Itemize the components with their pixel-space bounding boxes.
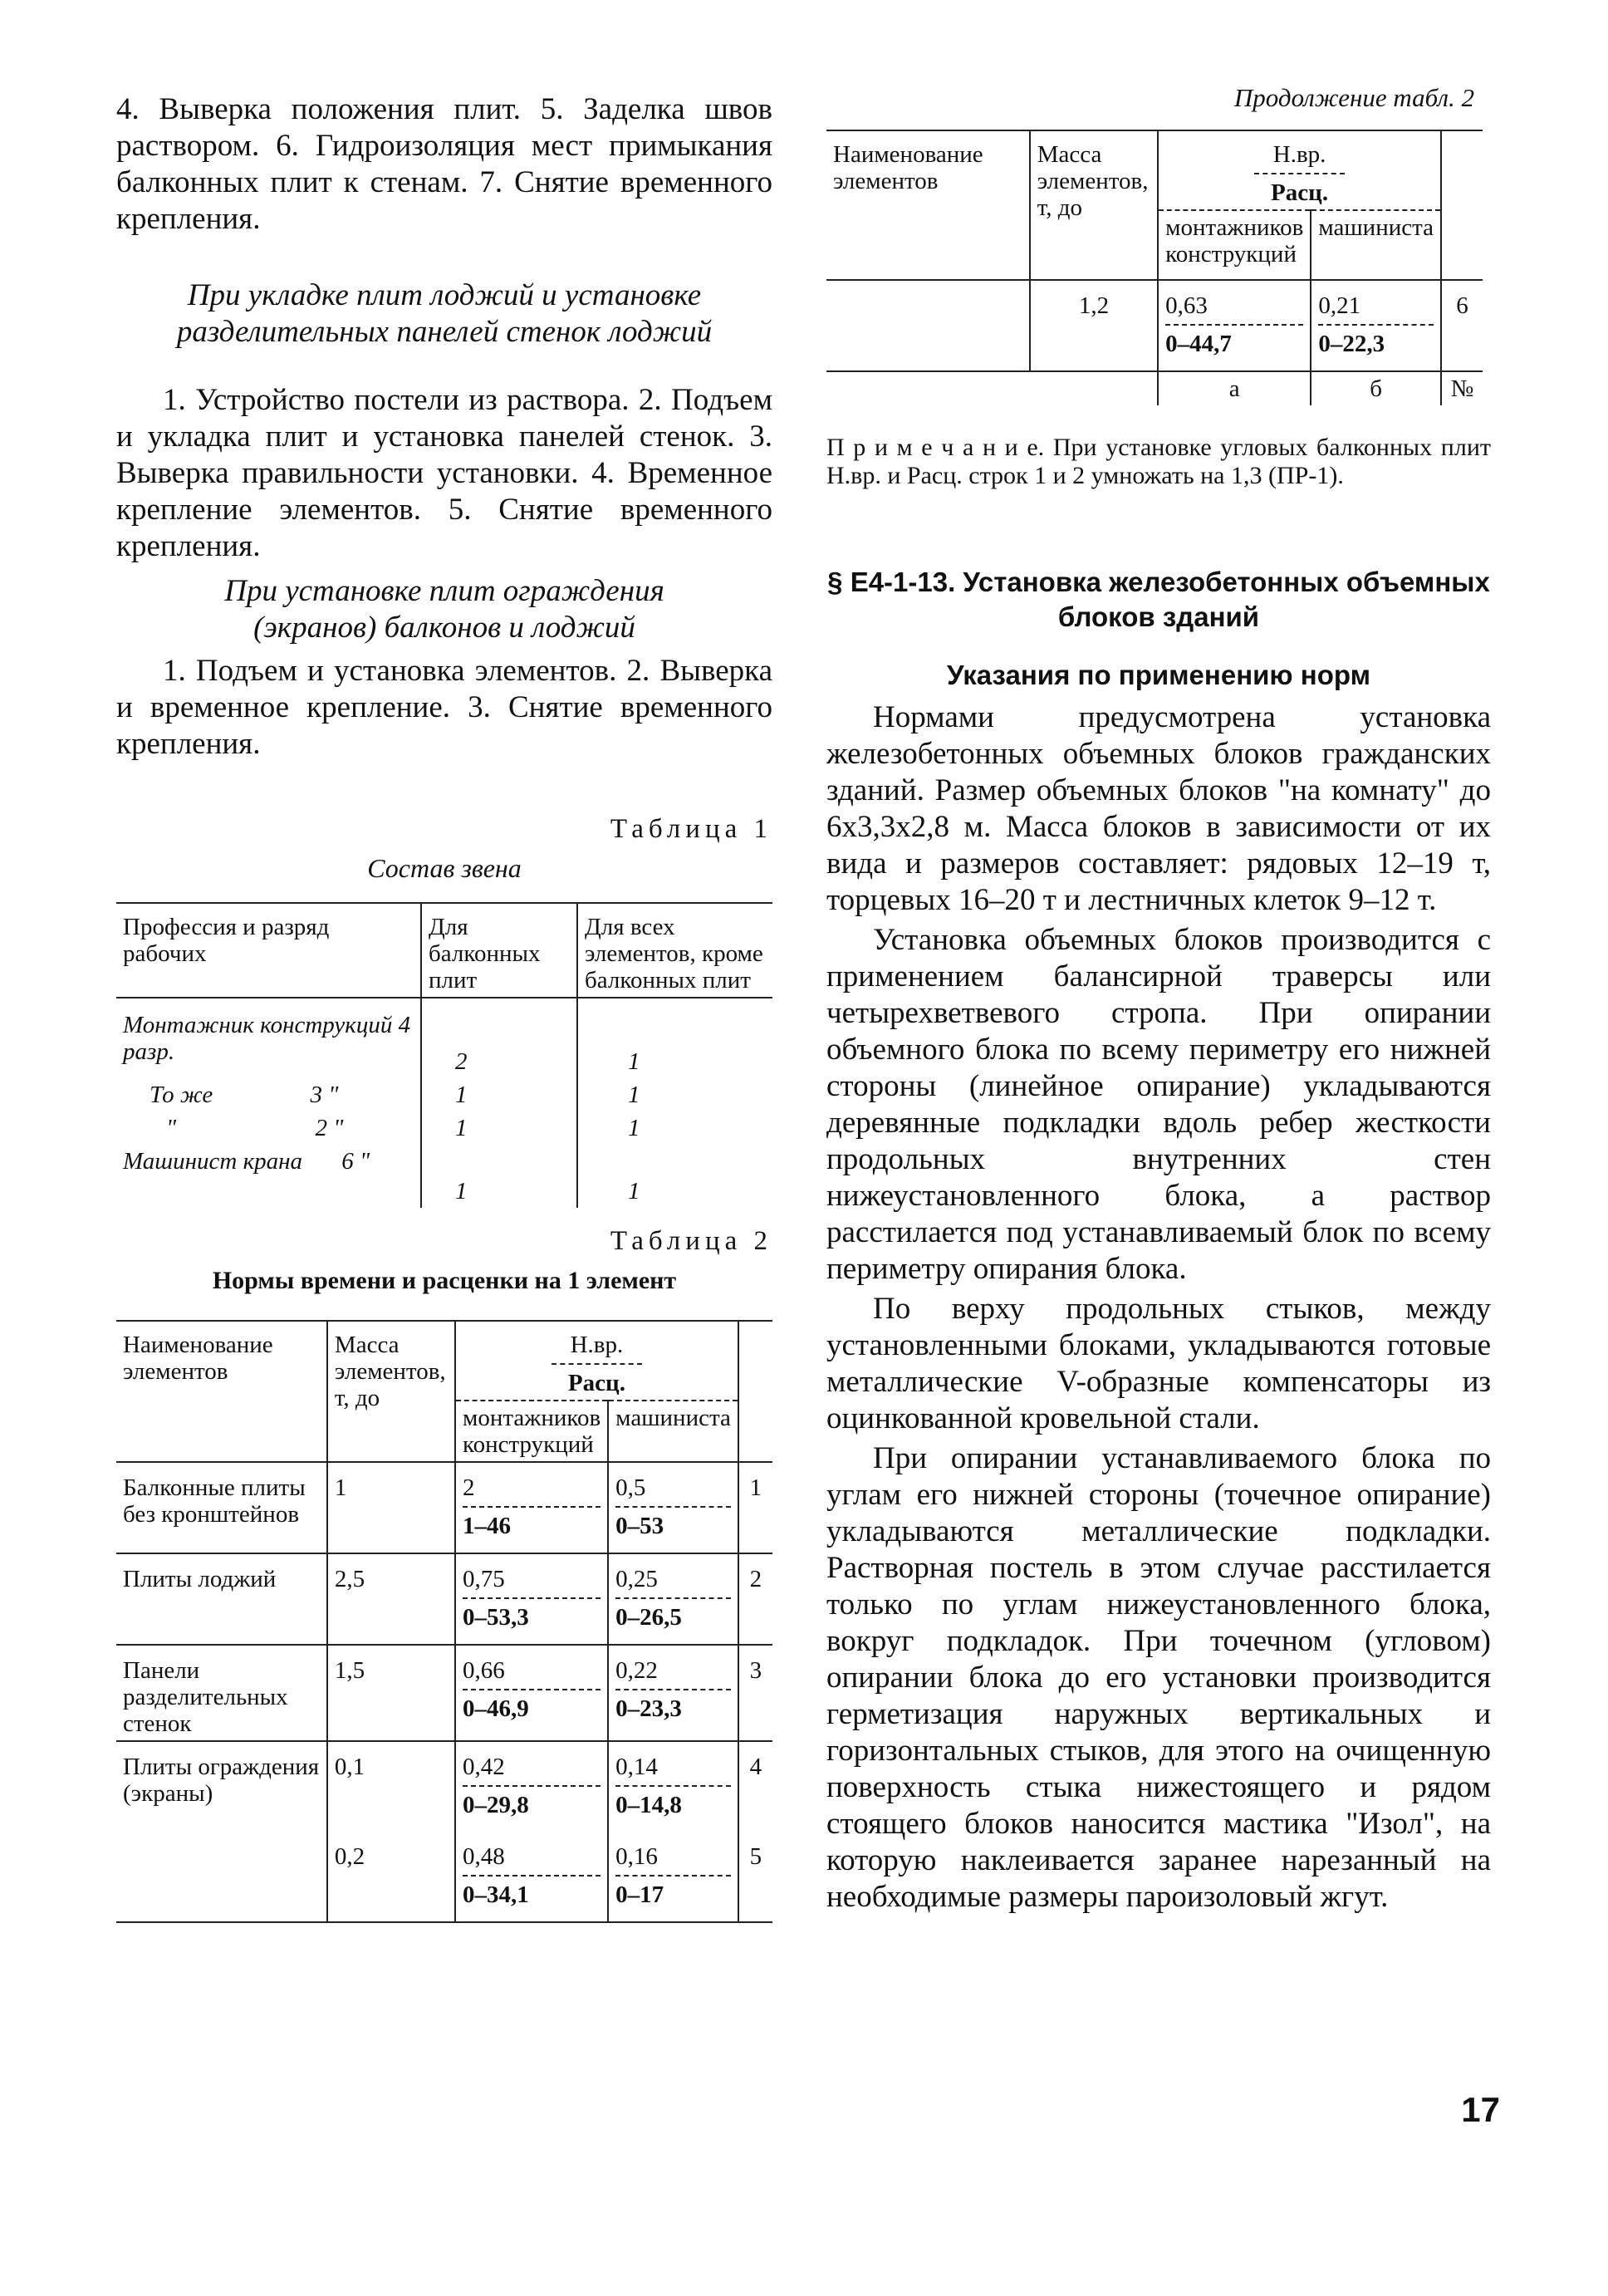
table-row [116, 998, 772, 1078]
table1-header-all: Для всех элементов, кроме балконных плит [577, 903, 772, 998]
section-title: § Е4-1-13. Установка железобетонных объемных блоков зданий [827, 567, 1490, 632]
table2-continuation-title: Продолжение табл. 2 [1233, 83, 1474, 112]
table2c-mash-norm: 0,21 [1318, 292, 1434, 326]
table2-mass: 0,2 [327, 1832, 455, 1922]
table-row [116, 1111, 772, 1145]
section-subtitle: Указания по применению норм [947, 660, 1370, 690]
table-row [826, 280, 1483, 371]
table2-mass: 2,5 [327, 1553, 455, 1645]
table2-row-number: 5 [738, 1832, 772, 1922]
table2-header-name: Наименование элементов [123, 1332, 273, 1385]
table2c-mash-price: 0–22,3 [1318, 331, 1385, 357]
heading-loggia: При укладке плит лоджий и установке разделительных панелей стенок лоджий [176, 278, 713, 349]
table2-mont-price: 0–34,1 [463, 1881, 529, 1908]
table1 [116, 902, 772, 1208]
table2-header-mont: монтажников конструкций [455, 1401, 608, 1462]
table1-prof: То же [150, 1082, 213, 1108]
table1-cell: 1 [577, 1145, 772, 1208]
table2-mont-price: 0–46,9 [463, 1695, 529, 1722]
table2-mass: 0,1 [327, 1741, 455, 1832]
table2-name: Плиты ограждения (экраны) [123, 1754, 320, 1807]
table2-mont-norm: 2 [463, 1474, 601, 1508]
table2-mont-price: 1–46 [463, 1513, 512, 1539]
table2-header-rasc: Расц. [552, 1363, 642, 1396]
table1-cell: 1 [577, 1111, 772, 1145]
table2-mont-price: 0–53,3 [463, 1604, 529, 1631]
section-paragraph-1: Нормами предусмотрена установка железобетонных объемных блоков гражданских зданий. Размер объемных блоков "на комнату" до 6x3,3x2,8 м. Масса блоков в зависимости от их вида и размеров составляет: рядовых 12–19 т, торцевых 16–20 т и лестничных клеток 9–12 т. [826, 700, 1491, 917]
section-paragraph-2: Установка объемных блоков производится с применением балансирной траверсы или четырехветвевого стропа. При опирании объемного блока по всему периметру его нижней стороны (линейное опирание) укладываются деревянные подкладки вдоль ребер жесткости продольных внутренних стен нижеустановленного блока, а раствор расстилается под устанавливаемый блок по всему периметру опирания блока. [826, 923, 1491, 1286]
table1-title: Таблица 1 [610, 814, 772, 844]
table2-mash-price: 0–26,5 [615, 1604, 682, 1631]
table2-caption: Нормы времени и расценки на 1 элемент [212, 1267, 677, 1294]
table1-prof: Машинист крана [123, 1148, 303, 1175]
table1-prof: " [166, 1115, 177, 1141]
table2-mash-price: 0–14,8 [615, 1792, 682, 1818]
table2-mass: 1 [327, 1462, 455, 1553]
table2c-mont-norm: 0,63 [1165, 292, 1303, 326]
right-column [826, 83, 1491, 1916]
table1-cell: 2 [421, 998, 577, 1078]
table-row [826, 371, 1483, 405]
left-column [116, 91, 772, 1923]
table2-mass: 1,5 [327, 1645, 455, 1741]
table-row [116, 1645, 772, 1741]
table2c-header-mont: монтажников конструкций [1158, 210, 1311, 280]
table1-header-balcony: Для балконных плит [421, 903, 577, 998]
table1-cell: 1 [421, 1078, 577, 1111]
table1-grade: 6 " [341, 1148, 370, 1175]
table-row [116, 1078, 772, 1111]
table2-row-number: 3 [738, 1645, 772, 1741]
heading-screens: При установке плит ограждения (экранов) балконов и лоджий [224, 574, 664, 645]
table2-continuation [826, 130, 1483, 405]
section-paragraph-4: При опирании устанавливаемого блока по углам его нижней стороны (точечное опирание) укладываются металлические подкладки. Растворная постель в этом случае расстилается только по углам нижеустановленного блока, вокруг подкладок. При точечном (угловом) опирании блока до его установки производится герметизация наружных вертикальных и горизонтальных стыков, для этого на очищенную поверхность стыка нижестоящего и рядом стоящего блоков наносится мастика "Изол", на которую наклеивается заранее нарезанный на необходимые размеры пароизоловый жгут. [826, 1441, 1491, 1914]
table2-name: Балконные плиты без кронштейнов [123, 1474, 306, 1528]
table2-mash-norm: 0,16 [615, 1843, 731, 1877]
table2-row-number: 1 [738, 1462, 772, 1553]
work-steps-loggia: 1. Устройство постели из раствора. 2. Подъем и укладка плит и установка панелей стенок. 3. Выверка правильности установки. 4. Временное крепление элементов. 5. Снятие временного крепления. [116, 383, 772, 563]
table-row [116, 1553, 772, 1645]
table2c-col-a: а [1158, 371, 1311, 405]
table2-title: Таблица 2 [610, 1226, 772, 1256]
table2-mash-norm: 0,5 [615, 1474, 731, 1508]
table2-mash-price: 0–23,3 [615, 1695, 682, 1722]
table1-grade: 3 " [310, 1082, 339, 1108]
table2-mont-norm: 0,66 [463, 1657, 601, 1690]
table2c-mont-price: 0–44,7 [1165, 331, 1232, 357]
table2c-mass: 1,2 [1030, 280, 1158, 371]
table2c-col-b: б [1311, 371, 1441, 405]
table-row [116, 1832, 772, 1922]
table2-mash-price: 0–53 [615, 1513, 664, 1539]
table2c-col-no: № [1441, 371, 1483, 405]
table-note: П р и м е ч а н и е. При установке угловых балконных плит Н.вр. и Расц. строк 1 и 2 умножать на 1,3 (ПР-1). [826, 434, 1491, 489]
table2-mont-norm: 0,42 [463, 1754, 601, 1787]
table2-name: Плиты лоджий [123, 1566, 277, 1592]
table2-mont-norm: 0,75 [463, 1566, 601, 1599]
table2c-header-rasc: Расц. [1254, 173, 1345, 206]
table2-header-nvr: Н.вр. [570, 1332, 624, 1358]
table2c-row-number: 6 [1441, 280, 1483, 371]
table2c-header-mass: Масса элементов, т, до [1030, 130, 1158, 280]
table1-cell: 1 [577, 998, 772, 1078]
page-number: 17 [1461, 2090, 1500, 2129]
work-steps-screens: 1. Подъем и установка элементов. 2. Выверка и временное крепление. 3. Снятие временного крепления. [116, 654, 772, 761]
table2c-header-nvr: Н.вр. [1272, 141, 1326, 168]
table1-grade: 2 " [315, 1115, 344, 1141]
table2-mash-norm: 0,22 [615, 1657, 731, 1690]
table2 [116, 1320, 772, 1923]
table2-header-mash: машиниста [608, 1401, 738, 1462]
table2-mont-price: 0–29,8 [463, 1792, 529, 1818]
table2-mont-norm: 0,48 [463, 1843, 601, 1877]
table2-header-mass: Масса элементов, т, до [327, 1321, 455, 1462]
table-row [116, 1741, 772, 1832]
table1-cell: 1 [421, 1145, 577, 1208]
table2c-header-name: Наименование элементов [833, 141, 983, 194]
work-steps-balcony: 4. Выверка положения плит. 5. Заделка швов раствором. 6. Гидроизоляция мест примыкания балконных плит к стенам. 7. Снятие временного крепления. [116, 92, 772, 236]
table1-caption: Состав звена [367, 853, 522, 883]
table1-prof: Монтажник конструкций [123, 1012, 393, 1038]
table2-mash-norm: 0,14 [615, 1754, 731, 1787]
table1-grade: 4 разр. [123, 1012, 411, 1065]
table2-name [116, 1832, 327, 1922]
table2-mash-price: 0–17 [615, 1881, 664, 1908]
table-row [116, 1462, 772, 1553]
table-row [116, 1145, 772, 1208]
table2c-header-mash: машиниста [1311, 210, 1441, 280]
table2-row-number: 2 [738, 1553, 772, 1645]
table2-row-number: 4 [738, 1741, 772, 1832]
table1-header-profession: Профессия и разряд рабочих [123, 914, 330, 967]
table1-cell: 1 [421, 1111, 577, 1145]
table1-cell: 1 [577, 1078, 772, 1111]
table2-name: Панели разделительных стенок [123, 1657, 288, 1737]
section-paragraph-3: По верху продольных стыков, между установленными блоками, укладываются готовые металлические V-образные компенсаторы из оцинкованной кровельной стали. [826, 1292, 1491, 1435]
table2-mash-norm: 0,25 [615, 1566, 731, 1599]
